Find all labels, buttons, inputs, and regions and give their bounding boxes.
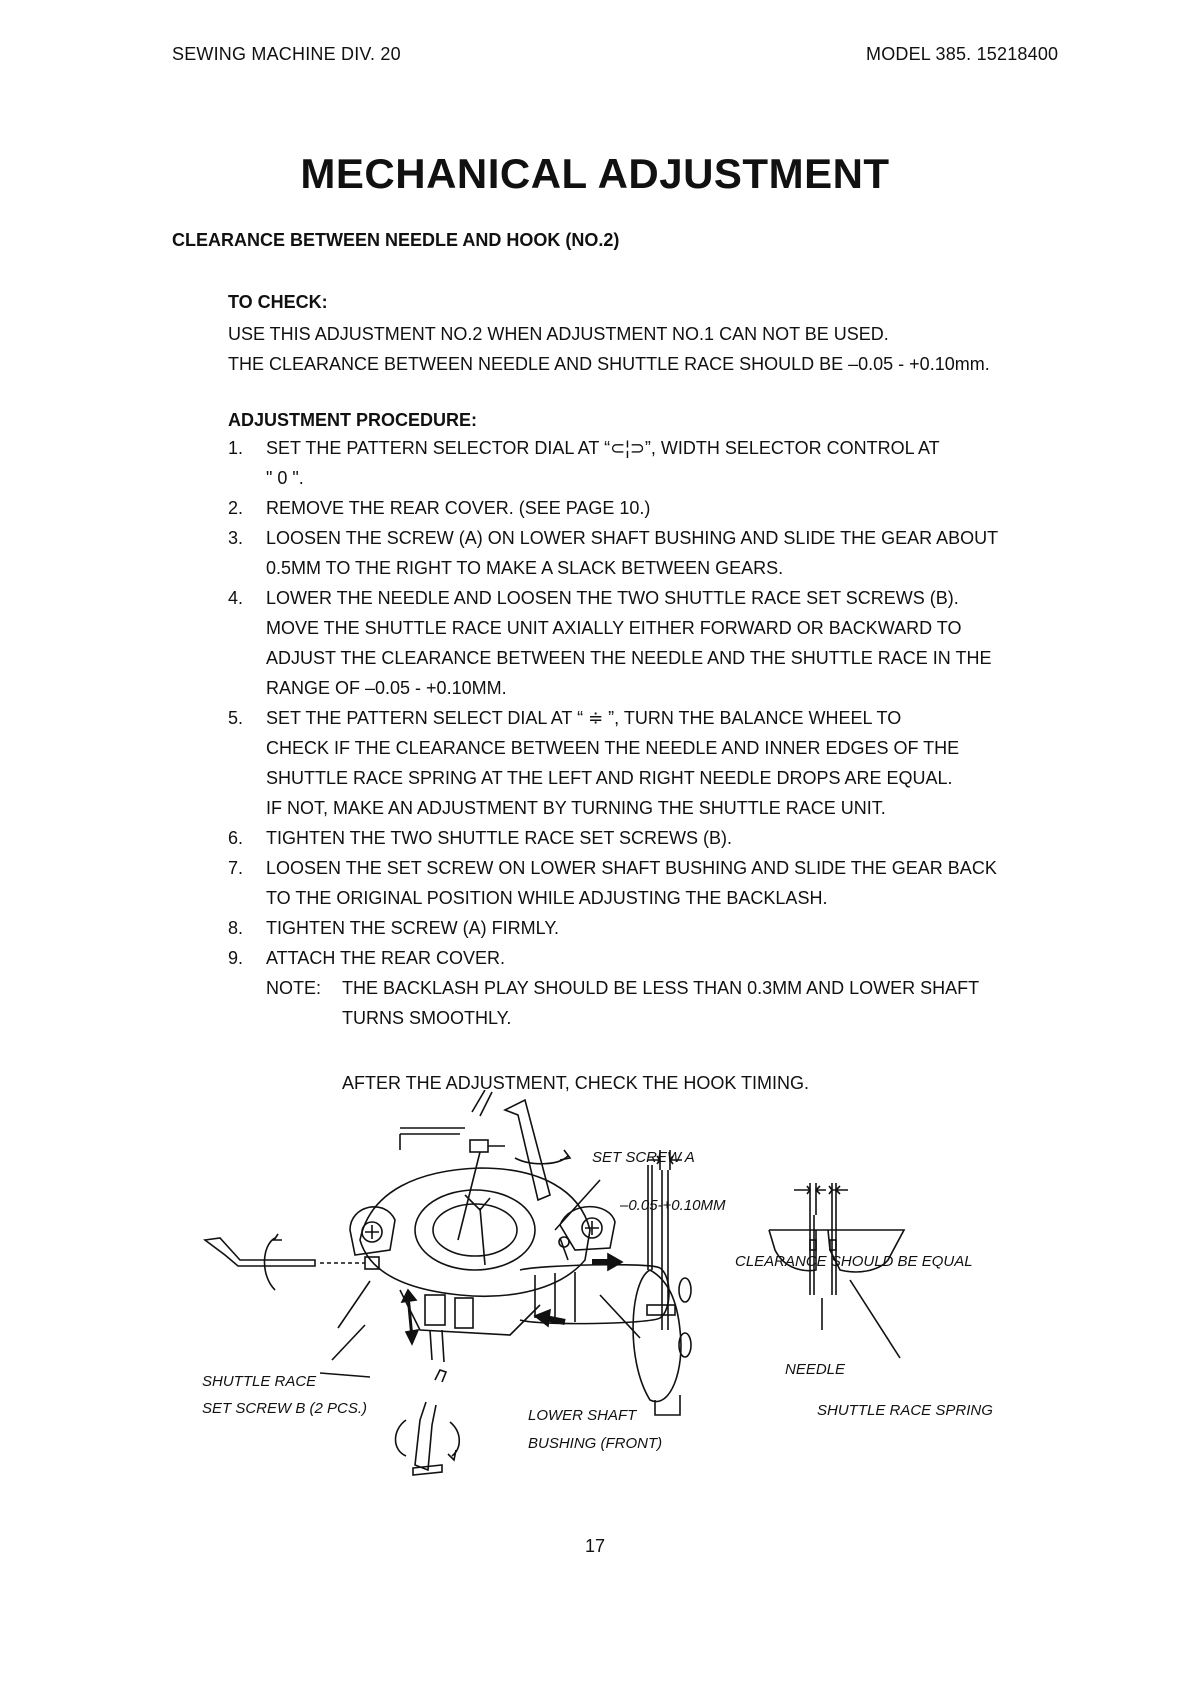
procedure-heading: ADJUSTMENT PROCEDURE: (228, 410, 478, 430)
step-number: 5. (228, 708, 244, 728)
section-title: CLEARANCE BETWEEN NEEDLE AND HOOK (NO.2) (172, 230, 620, 250)
note (228, 973, 1108, 1033)
to-check-line-2: THE CLEARANCE BETWEEN NEEDLE AND SHUTTLE RACE SHOULD BE –0.05 - +0.10mm. (228, 354, 990, 374)
label-set-screw-b: SET SCREW B (2 PCS.) (202, 1400, 368, 1417)
header-left: SEWING MACHINE DIV. 20 (172, 44, 401, 64)
to-check-heading: TO CHECK: (228, 292, 328, 312)
step-text: TIGHTEN THE SCREW (A) FIRMLY. (266, 918, 560, 938)
step-item (228, 583, 1108, 703)
step-number: 8. (228, 918, 244, 938)
label-needle: NEEDLE (785, 1361, 846, 1378)
step-number: 7. (228, 858, 244, 878)
diagram-labels (202, 1149, 993, 1452)
to-check-line-1: USE THIS ADJUSTMENT NO.2 WHEN ADJUSTMENT NO.1 CAN NOT BE USED. (228, 324, 889, 344)
step-number: 3. (228, 528, 244, 548)
step-text: LOOSEN THE SCREW (A) ON LOWER SHAFT BUSHING AND SLIDE THE GEAR ABOUT 0.5MM TO THE RIGHT TO MAKE A SLACK BETWEEN GEARS. (266, 528, 999, 578)
note-text: THE BACKLASH PLAY SHOULD BE LESS THAN 0.3MM AND LOWER SHAFT TURNS SMOOTHLY. (342, 978, 980, 1028)
label-shuttle-race-spring: SHUTTLE RACE SPRING (817, 1402, 993, 1419)
page-number: 17 (584, 1536, 606, 1556)
step-item (228, 943, 1108, 973)
label-lower-shaft: LOWER SHAFT (528, 1407, 637, 1424)
step-text: LOWER THE NEEDLE AND LOOSEN THE TWO SHUTTLE RACE SET SCREWS (B). MOVE THE SHUTTLE RACE UNIT AXIALLY EITHER FORWARD OR BACKWARD TO ADJUST THE CLEARANCE BETWEEN THE NEEDLE AND THE SHUTTLE RACE IN THE RANGE OF –0.05 - +0.10MM. (266, 588, 992, 698)
label-clearance-equal: CLEARANCE SHOULD BE EQUAL (735, 1253, 973, 1270)
step-number: 6. (228, 828, 244, 848)
procedure-steps (228, 433, 1108, 1033)
step-text: TIGHTEN THE TWO SHUTTLE RACE SET SCREWS (B). (266, 828, 733, 848)
label-set-screw-a: SET SCREW A (592, 1149, 695, 1166)
step-text: REMOVE THE REAR COVER. (SEE PAGE 10.) (266, 498, 651, 518)
after-adjustment-text: AFTER THE ADJUSTMENT, CHECK THE HOOK TIMING. (342, 1073, 810, 1093)
label-bushing-front: BUSHING (FRONT) (528, 1435, 663, 1452)
step-text: SET THE PATTERN SELECT DIAL AT “ ≑ ”, TURN THE BALANCE WHEEL TO CHECK IF THE CLEARANCE BETWEEN THE NEEDLE AND INNER EDGES OF THE SHUTTLE RACE SPRING AT THE LEFT AND RIGHT NEEDLE DROPS ARE EQUAL. IF NOT, MAKE AN ADJUSTMENT BY TURNING THE SHUTTLE RACE UNIT. (266, 708, 960, 818)
note-label: NOTE: (266, 978, 322, 998)
step-number: 2. (228, 498, 244, 518)
step-item (228, 523, 1108, 583)
step-number: 4. (228, 588, 244, 608)
label-clearance-value: –0.05-+0.10MM (620, 1197, 726, 1214)
step-text: LOOSEN THE SET SCREW ON LOWER SHAFT BUSHING AND SLIDE THE GEAR BACK TO THE ORIGINAL POSITION WHILE ADJUSTING THE BACKLASH. (266, 858, 997, 908)
step-item (228, 493, 1108, 523)
step-text: ATTACH THE REAR COVER. (266, 948, 506, 968)
label-shuttle-race: SHUTTLE RACE (202, 1373, 317, 1390)
step-item (228, 433, 1108, 493)
page-title: MECHANICAL ADJUSTMENT (300, 150, 890, 197)
step-item (228, 823, 1108, 853)
step-item (228, 913, 1108, 943)
step-text: SET THE PATTERN SELECTOR DIAL AT “⊂¦⊃”, WIDTH SELECTOR CONTROL AT " 0 ". (266, 438, 940, 488)
step-number: 1. (228, 438, 244, 458)
mechanical-diagram (180, 1090, 1110, 1510)
to-check-block (228, 292, 990, 379)
header-right: MODEL 385. 15218400 (866, 44, 1059, 64)
step-number: 9. (228, 948, 244, 968)
step-item (228, 853, 1108, 913)
step-item (228, 703, 1108, 823)
